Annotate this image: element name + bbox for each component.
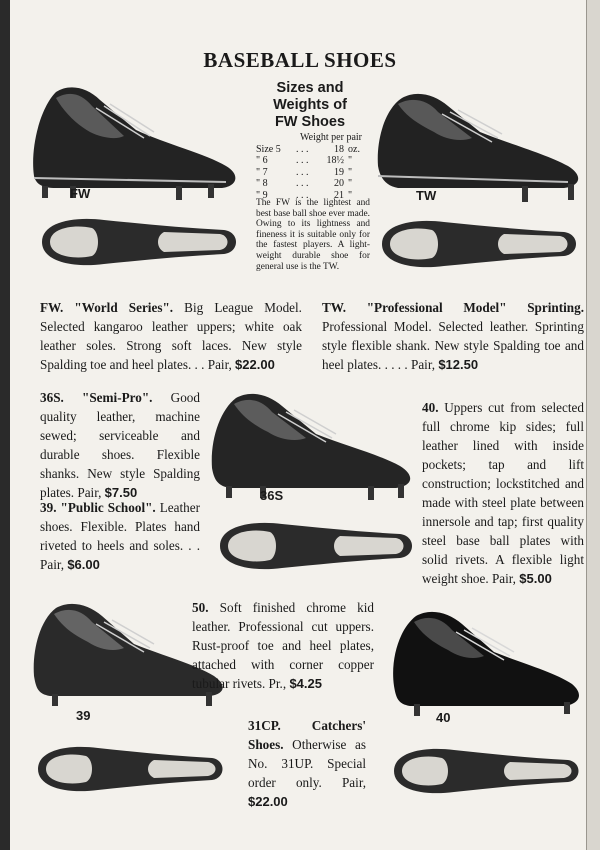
- page-title: BASEBALL SHOES: [203, 48, 397, 72]
- caption-tw: TW: [416, 188, 437, 203]
- sizes-heading-line-3: FW Shoes: [274, 114, 346, 130]
- 39-price: $6.00: [67, 557, 100, 572]
- row-dots: . . .: [296, 189, 309, 201]
- 50-description: [192, 598, 374, 693]
- 40-shoe-side-illustration: [388, 608, 586, 720]
- sizes-heading: [240, 80, 380, 131]
- tw-shoe-side-illustration: [372, 86, 586, 208]
- weight-row: [256, 155, 368, 167]
- weight-row: [256, 178, 368, 190]
- fw-sole-illustration: [34, 210, 244, 274]
- 31cp-name: 31CP. Catchers' Shoes.: [248, 718, 366, 752]
- 40-price: $5.00: [519, 571, 552, 586]
- 39-description: [40, 498, 200, 574]
- row-size: " 7: [256, 166, 268, 178]
- row-unit: ": [348, 178, 353, 189]
- row-dots: . . .: [296, 155, 309, 166]
- row-weight: 18: [334, 143, 344, 155]
- row-weight: 19: [334, 166, 344, 178]
- weight-header: Weight per pair: [300, 132, 362, 143]
- row-unit: ": [348, 155, 353, 166]
- weight-table: [256, 132, 368, 201]
- 36s-text: Good quality leather, machine sewed; serviceable and durable shoes. Flexible shanks. New style Spalding plates. Pair,: [40, 390, 200, 500]
- row-size: Size 5: [256, 143, 281, 155]
- sizes-heading-line-2: Weights of: [273, 97, 347, 113]
- 36s-price: $7.50: [104, 485, 138, 500]
- fw-text: Big League Model. Selected kangaroo leather uppers; white oak leather soles. Strong soft laces. New style Spalding toe and heel plates. . . Pair,: [40, 300, 302, 372]
- sizes-heading-line-1: Sizes and: [276, 80, 344, 96]
- 39-name: 39. "Public School".: [40, 500, 156, 515]
- fw-price: $22.00: [235, 357, 275, 372]
- caption-36s: 36S: [260, 488, 284, 503]
- row-size: " 8: [256, 178, 268, 189]
- 40-sole-illustration: [386, 740, 586, 802]
- 40-text: Uppers cut from selected full chrome kip sides; full leather lined with inside pockets; tap and lift construction; lockstitched and made with steel plate between innersole and tap; first quality steel base ball plates with solid rivets. A flexible light weight shoe. Pair,: [422, 400, 584, 586]
- 31cp-description: [248, 716, 366, 811]
- row-weight: 20: [334, 178, 344, 189]
- fw-name: FW. "World Series".: [40, 300, 174, 315]
- fw-note: The FW is the lightest and best base ball shoe ever made. Owing to its lightness and fineness it is suitable only for the fastest players. A light-weight durable shoe for general use is the TW.: [256, 198, 370, 272]
- page-edge: [586, 0, 600, 850]
- 39-text: Leather shoes. Flexible. Plates hand riveted to heels and soles. . . Pair,: [40, 500, 201, 572]
- 50-name: 50.: [192, 600, 209, 615]
- weight-row: [256, 144, 368, 156]
- 31cp-text: Otherwise as No. 31UP. Special order only. Pair,: [248, 737, 366, 790]
- 39-sole-illustration: [30, 738, 230, 800]
- 40-name: 40.: [422, 400, 439, 415]
- caption-fw: FW: [70, 186, 91, 201]
- row-weight: 21: [334, 189, 344, 201]
- row-unit: ": [348, 166, 353, 178]
- fw-shoe-side-illustration: [26, 78, 248, 206]
- tw-description: [322, 298, 584, 374]
- 36s-name: 36S. "Semi-Pro".: [40, 390, 153, 405]
- row-dots: . . .: [296, 166, 309, 178]
- tw-name: TW. "Professional Model" Sprinting.: [322, 300, 584, 315]
- row-size: " 9: [256, 189, 268, 201]
- caption-40: 40: [436, 710, 451, 725]
- row-unit: ": [348, 189, 353, 201]
- 36s-shoe-side-illustration: [208, 388, 418, 506]
- 31cp-price: $22.00: [248, 794, 288, 809]
- caption-39: 39: [76, 708, 91, 723]
- 36s-sole-illustration: [212, 514, 420, 578]
- row-weight: 18½: [326, 155, 344, 166]
- tw-text: Professional Model. Selected leather. Sprinting style flexible shank. New style Spalding toe and heel plates. . . . . Pair,: [322, 319, 584, 372]
- row-dots: . . .: [296, 178, 309, 189]
- fw-description: [40, 298, 302, 374]
- tw-sole-illustration: [374, 212, 584, 276]
- weight-row: [256, 167, 368, 179]
- row-dots: . . .: [296, 143, 309, 155]
- 36s-description: [40, 388, 200, 502]
- 50-price: $4.25: [289, 676, 322, 691]
- 40-description: [422, 398, 584, 588]
- row-unit: oz.: [348, 143, 360, 155]
- tw-price: $12.50: [438, 357, 479, 372]
- 50-text: Soft finished chrome kid leather. Professional cut uppers. Rust-proof toe and heel plates, attached with corner copper tubular rivets. Pr.,: [192, 600, 374, 691]
- row-size: " 6: [256, 155, 268, 166]
